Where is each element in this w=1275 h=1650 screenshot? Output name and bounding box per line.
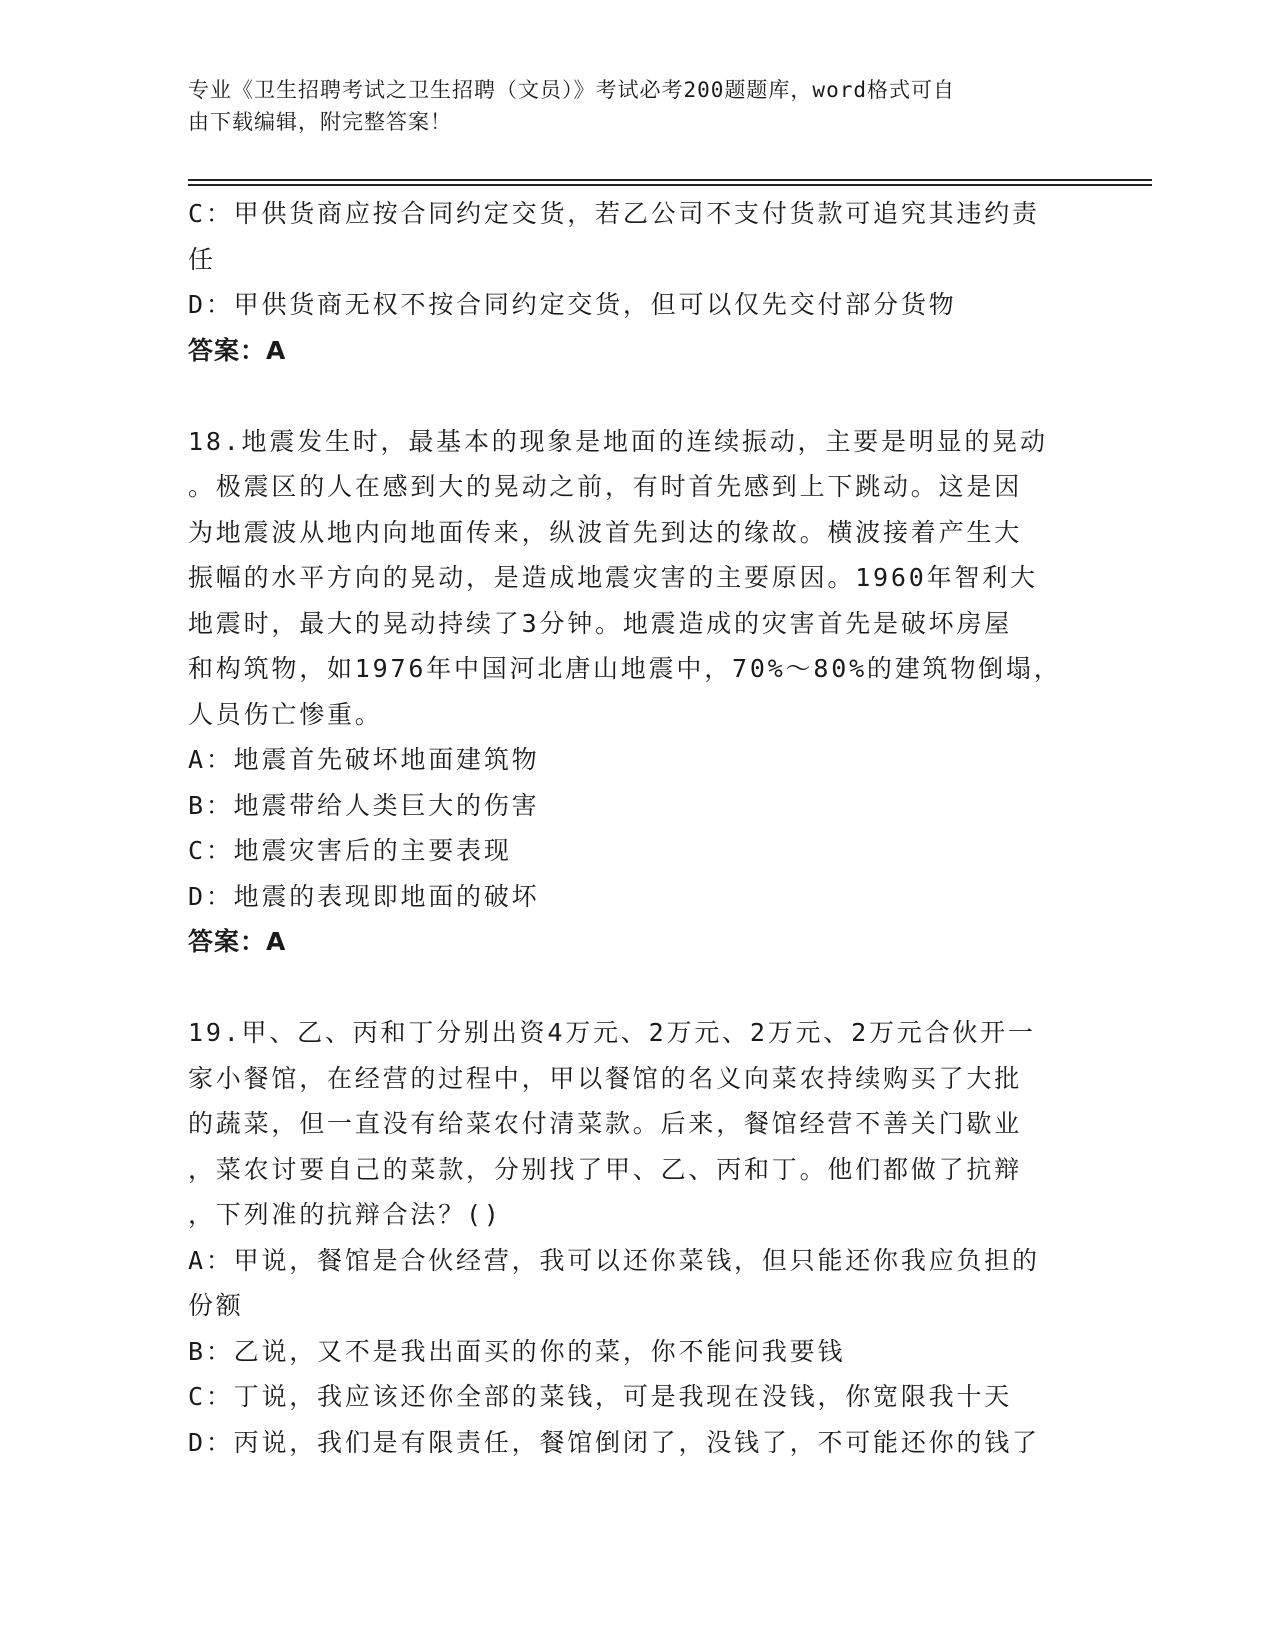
- question-stem-line: ，菜农讨要自己的菜款，分别找了甲、乙、丙和丁。他们都做了抗辩: [188, 1154, 1023, 1184]
- option-c: C：丁说，我应该还你全部的菜钱，可是我现在没钱，你宽限我十天: [188, 1382, 1013, 1411]
- option-c-line-2: 任: [188, 244, 216, 274]
- document-body: [188, 191, 1088, 1465]
- spacer: [188, 373, 1088, 419]
- option-b: B：乙说，又不是我出面买的你的菜，你不能问我要钱: [188, 1336, 846, 1366]
- answer-label: 答案：A: [188, 335, 287, 365]
- question-stem-line: 振幅的水平方向的晃动，是造成地震灾害的主要原因。1960年智利大: [188, 563, 1038, 592]
- option-a-line-2: 份额: [188, 1291, 244, 1320]
- option-a-line-1: A：甲说，餐馆是合伙经营，我可以还你菜钱，但只能还你我应负担的: [188, 1245, 1040, 1275]
- question-stem-line: 为地震波从地内向地面传来，纵波首先到达的缘故。横波接着产生大: [188, 517, 1023, 547]
- option-c-line-1: C：甲供货商应按合同约定交货，若乙公司不支付货款可追究其违约责: [188, 199, 1040, 228]
- header-rule-top: [188, 179, 1152, 181]
- question-stem-line: 人员伤亡惨重。: [188, 699, 383, 729]
- previous-question: [188, 191, 1088, 373]
- question-stem-line: 的蔬菜，但一直没有给菜农付清菜款。后来，餐馆经营不善关门歇业: [188, 1109, 1023, 1138]
- option-c: C：地震灾害后的主要表现: [188, 836, 512, 865]
- question-stem-line: 和构筑物，如1976年中国河北唐山地震中，70%～80%的建筑物倒塌，: [188, 654, 1062, 683]
- question-18: [188, 419, 1088, 965]
- option-d: D：甲供货商无权不按合同约定交货，但可以仅先交付部分货物: [188, 290, 957, 319]
- question-stem-line: 19.甲、乙、丙和丁分别出资4万元、2万元、2万元、2万元合伙开一: [188, 1018, 1036, 1047]
- question-stem-line: 。极震区的人在感到大的晃动之前，有时首先感到上下跳动。这是因: [188, 472, 1023, 501]
- question-stem-line: 地震时，最大的晃动持续了3分钟。地震造成的灾害首先是破坏房屋: [188, 608, 1013, 638]
- question-stem-line: 家小餐馆，在经营的过程中，甲以餐馆的名义向菜农持续购买了大批: [188, 1063, 1023, 1093]
- spacer: [188, 965, 1088, 1011]
- option-a: A：地震首先破坏地面建筑物: [188, 745, 540, 774]
- header-line-1: 专业《卫生招聘考试之卫生招聘（文员）》考试必考200题题库，word格式可自: [188, 78, 955, 102]
- option-d: D：地震的表现即地面的破坏: [188, 881, 540, 911]
- answer-label: 答案：A: [188, 927, 287, 956]
- question-19: [188, 1010, 1088, 1465]
- question-stem-line: 18.地震发生时，最基本的现象是地面的连续振动，主要是明显的晃动: [188, 426, 1048, 456]
- question-stem-line: ，下列准的抗辩合法？(): [188, 1200, 502, 1229]
- option-d: D：丙说，我们是有限责任，餐馆倒闭了，没钱了，不可能还你的钱了: [188, 1427, 1040, 1457]
- header-line-2: 由下载编辑，附完整答案！: [188, 110, 452, 134]
- document-header: [188, 74, 1068, 138]
- header-rule-bottom: [188, 184, 1152, 186]
- option-b: B：地震带给人类巨大的伤害: [188, 790, 540, 820]
